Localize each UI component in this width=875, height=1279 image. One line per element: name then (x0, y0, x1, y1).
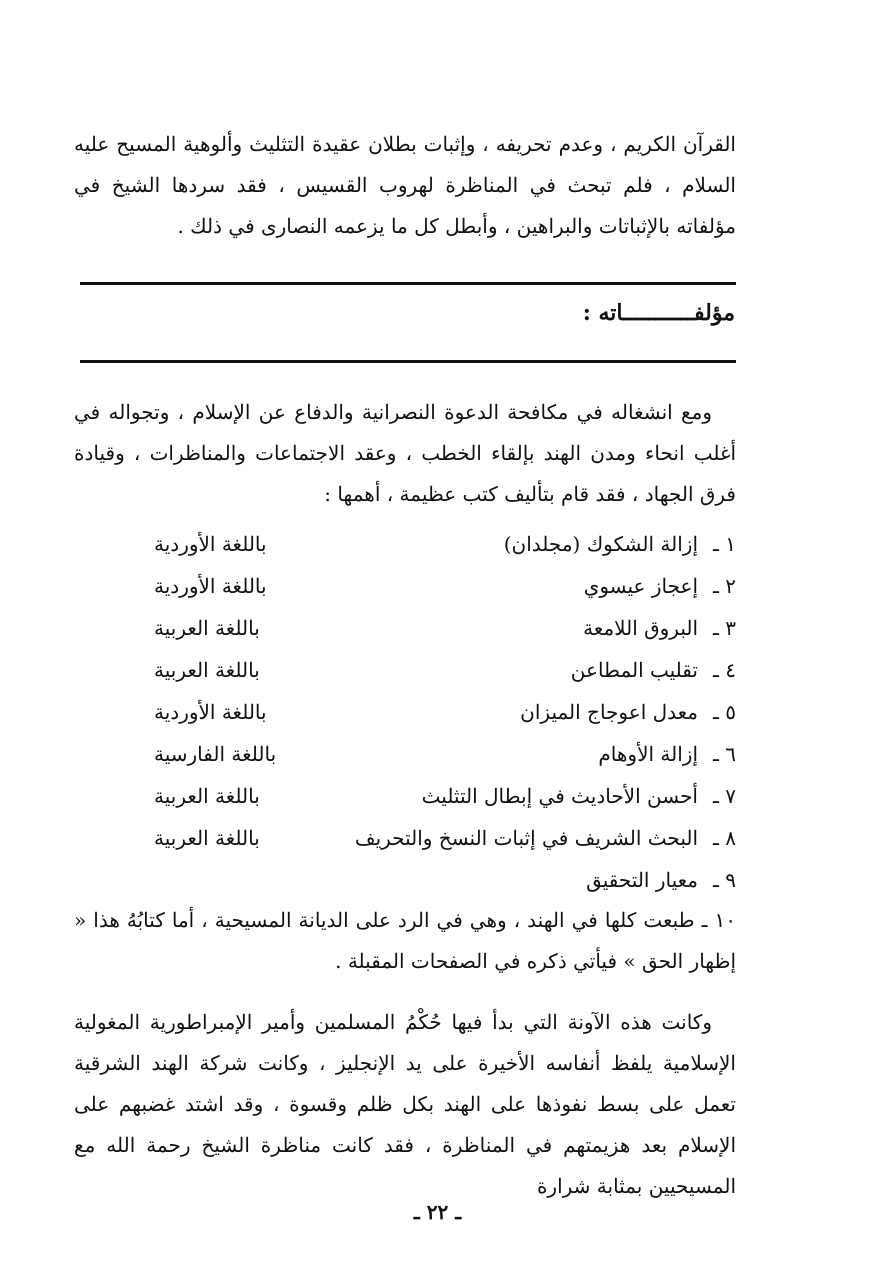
book-language: باللغة الفارسية (154, 742, 277, 766)
book-title: معدل اعوجاج الميزان (520, 700, 698, 724)
book-number: ٣ ـ (713, 616, 736, 640)
book-number: ٨ ـ (713, 826, 736, 850)
book-title: إزالة الأوهام (598, 742, 698, 766)
page-number: ـ ٢٢ ـ (413, 1200, 462, 1224)
book-item (74, 532, 736, 570)
book-number: ٤ ـ (713, 658, 736, 682)
book-number: ١ ـ (713, 532, 736, 556)
book-language: باللغة العربية (154, 784, 260, 808)
book-number: ٩ ـ (713, 868, 736, 892)
works-paragraph: ومع انشغاله في مكافحة الدعوة النصرانية والدفاع عن الإسلام ، وتجواله في أغلب انحاء ومدن الهند بإلقاء الخطب ، وعقد الاجتماعات والمناظرات ، وقيادة فرق الجهاد ، فقد قام بتأليف كتب عظيمة ، أهمها : (74, 400, 736, 506)
book-item (74, 826, 736, 864)
section-heading: مؤلفـــــــــــاته : (582, 300, 735, 326)
book-title: تقليب المطاعن (570, 658, 698, 682)
book-number: ٧ ـ (713, 784, 736, 808)
heading-bottom-rule (80, 360, 736, 363)
book-language: باللغة العربية (154, 616, 260, 640)
book-number: ٢ ـ (713, 574, 736, 598)
book-language: باللغة الأوردية (154, 700, 267, 724)
book-item (74, 700, 736, 738)
history-paragraph: وكانت هذه الآونة التي بدأ فيها حُكْمُ المسلمين وأمير الإمبراطورية المغولية الإسلامية يلفظ أنفاسه الأخيرة على يد الإنجليز ، وكانت شركة الهند الشرقية تعمل على بسط نفوذها على الهند بكل ظلم وقسوة ، وقد اشتد غضبهم على الإسلام بعد هزيمتهم في المناظرة ، فقد كانت مناظرة الشيخ رحمة الله مع المسيحيين بمثابة شرارة (74, 1010, 736, 1198)
book-title: إعجاز عيسوي (583, 574, 698, 598)
book-item (74, 574, 736, 612)
book-item (74, 616, 736, 654)
book-number: ٦ ـ (713, 742, 736, 766)
intro-paragraph: القرآن الكريم ، وعدم تحريفه ، وإثبات بطلان عقيدة التثليث وألوهية المسيح عليه السلام ، فلم تبحث في المناظرة لهروب القسيس ، فقد سردها الشيخ في مؤلفاته بالإثباتات والبراهين ، وأبطل كل ما يزعمه النصارى في ذلك . (74, 132, 736, 238)
book-language: باللغة الأوردية (154, 532, 267, 556)
book-language: باللغة العربية (154, 658, 260, 682)
book-item (74, 658, 736, 696)
heading-top-rule (80, 282, 736, 285)
book-title: أحسن الأحاديث في إبطال التثليث (421, 784, 698, 808)
book-title: معيار التحقيق (586, 868, 698, 892)
item10-paragraph: ١٠ ـ طبعت كلها في الهند ، وهي في الرد على الديانة المسيحية ، أما كتابُهُ هذا « إظهار الحق » فيأتي ذكره في الصفحات المقبلة . (74, 908, 736, 973)
book-title: إزالة الشكوك (مجلدان) (503, 532, 698, 556)
book-number: ٥ ـ (713, 700, 736, 724)
book-item (74, 742, 736, 780)
book-item (74, 784, 736, 822)
book-language: باللغة العربية (154, 826, 260, 850)
book-title: البروق اللامعة (583, 616, 698, 640)
book-language: باللغة الأوردية (154, 574, 267, 598)
book-title: البحث الشريف في إثبات النسخ والتحريف (354, 826, 698, 850)
